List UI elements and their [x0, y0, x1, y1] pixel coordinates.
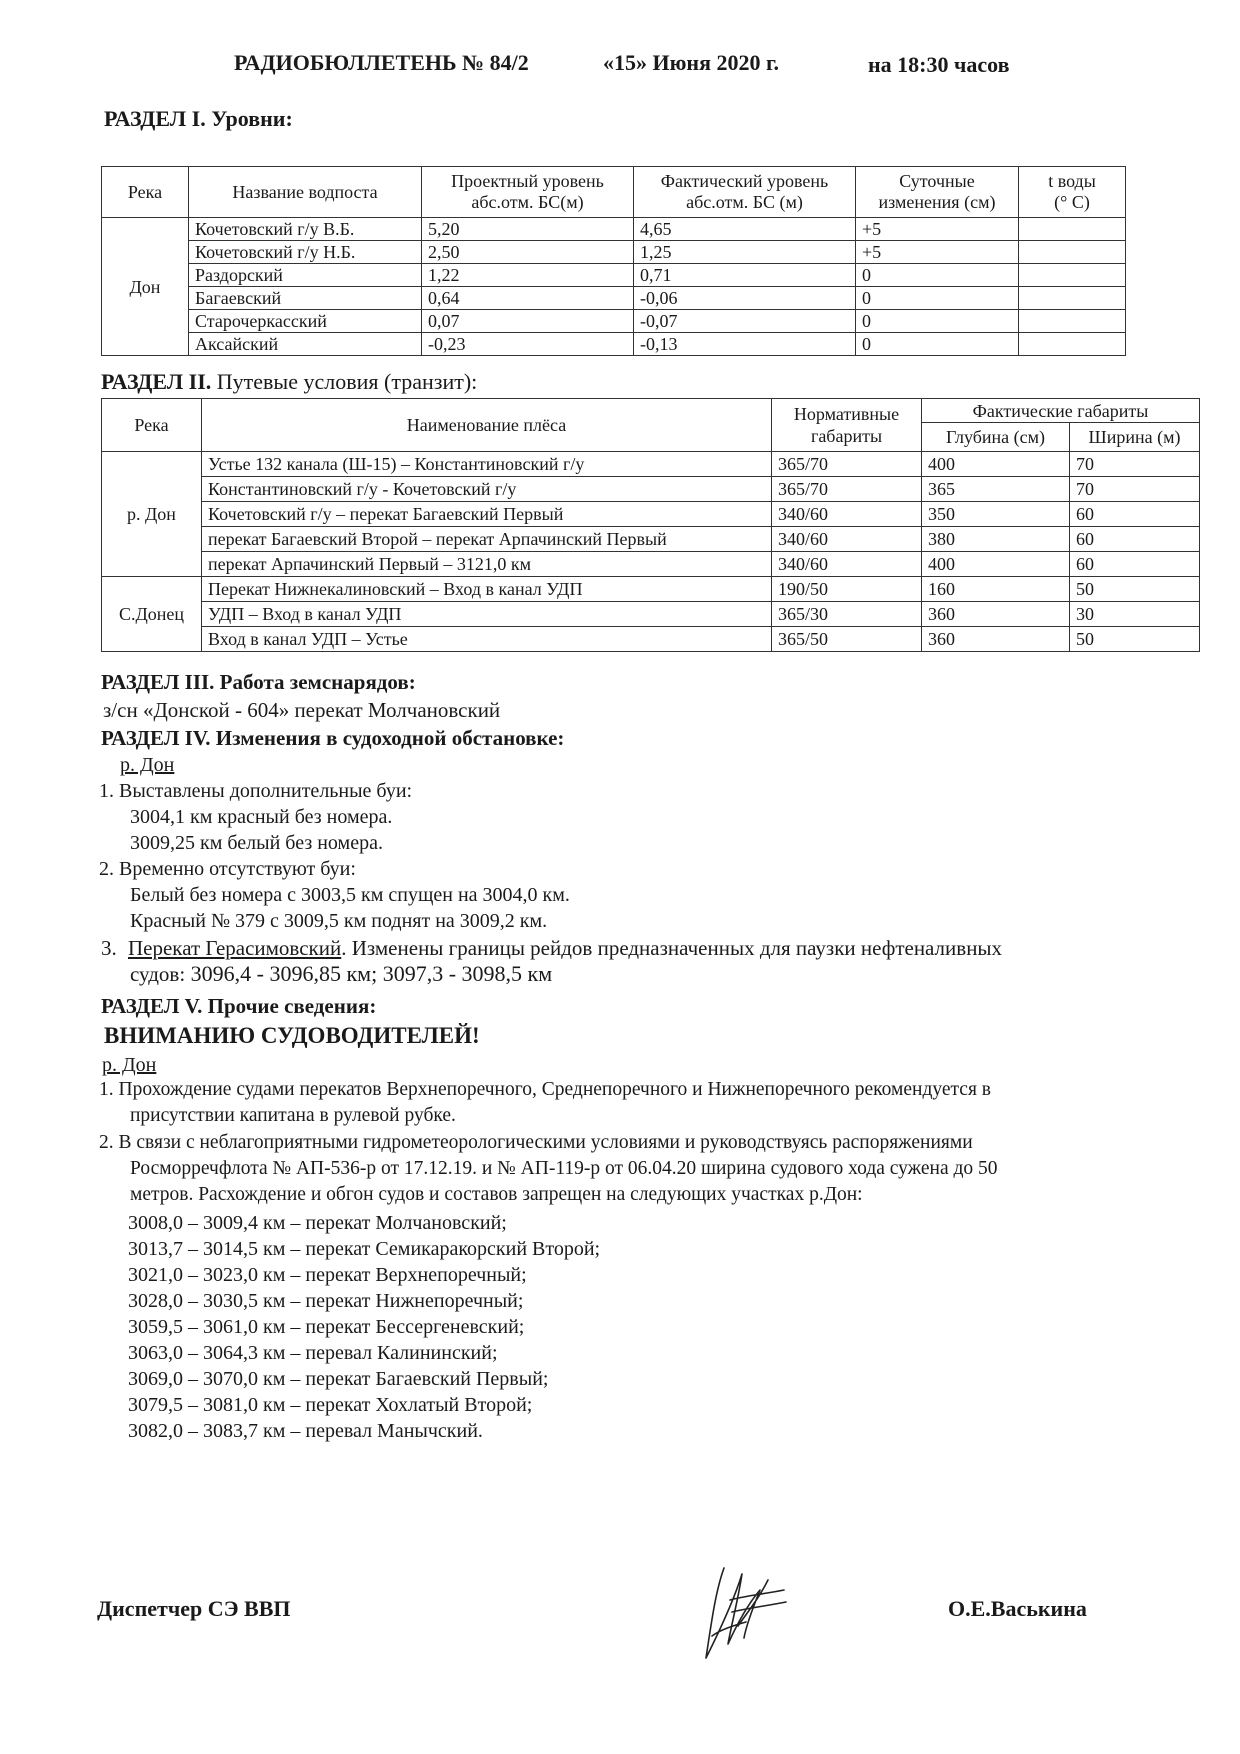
section5-river: р. Дон — [102, 1054, 157, 1076]
table-row — [102, 264, 1126, 287]
depth-cell: 365 — [922, 477, 1070, 502]
restricted-segment: 3079,5 – 3081,0 км – перекат Хохлатый Второй; — [128, 1394, 533, 1416]
actual-cell: -0,06 — [634, 287, 856, 310]
section3-title: РАЗДЕЛ III. Работа земснарядов: — [101, 670, 416, 694]
col-post: Название водпоста — [189, 167, 422, 218]
reach-cell: перекат Багаевский Второй – перекат Арпачинский Первый — [202, 527, 772, 552]
temp-cell — [1019, 310, 1126, 333]
dispatcher-position: Диспетчер СЭ ВВП — [97, 1596, 291, 1621]
table-row — [102, 452, 1200, 477]
actual-cell: 4,65 — [634, 218, 856, 241]
section3-line: з/сн «Донской - 604» перекат Молчановский — [103, 698, 501, 722]
table-row — [102, 241, 1126, 264]
reach-cell: перекат Арпачинский Первый – 3121,0 км — [202, 552, 772, 577]
norm-cell: 190/50 — [772, 577, 922, 602]
norm-cell: 365/70 — [772, 477, 922, 502]
table-row — [102, 602, 1200, 627]
actual-cell: -0,07 — [634, 310, 856, 333]
depth-cell: 380 — [922, 527, 1070, 552]
depth-cell: 400 — [922, 452, 1070, 477]
p1-line2: присутствии капитана в рулевой рубке. — [130, 1105, 456, 1126]
bulletin-time: на 18:30 часов — [868, 52, 1010, 77]
table-row — [102, 477, 1200, 502]
section4-item2-a: Белый без номера с 3003,5 км спущен на 3004,0 км. — [130, 884, 570, 906]
reach-cell: Кочетовский г/у – перекат Багаевский Первый — [202, 502, 772, 527]
norm-cell: 340/60 — [772, 502, 922, 527]
actual-cell: 1,25 — [634, 241, 856, 264]
col-water-temp: t воды (° С) — [1019, 167, 1126, 218]
norm-cell: 340/60 — [772, 552, 922, 577]
post-cell: Аксайский — [189, 333, 422, 356]
section4-item1-b: 3009,25 км белый без номера. — [130, 832, 383, 854]
table-row — [102, 577, 1200, 602]
col-norm: Нормативные габариты — [772, 399, 922, 452]
item3-reach-link: Перекат Герасимовский — [128, 936, 342, 960]
change-cell: 0 — [856, 264, 1019, 287]
reach-cell: Перекат Нижнекалиновский – Вход в канал УДП — [202, 577, 772, 602]
project-cell: 2,50 — [422, 241, 634, 264]
section4-item3-line2 — [130, 961, 552, 987]
reach-cell: Устье 132 канала (Ш-15) – Константиновский г/у — [202, 452, 772, 477]
norm-cell: 365/70 — [772, 452, 922, 477]
restricted-segment: 3082,0 – 3083,7 км – перевал Манычский. — [128, 1420, 483, 1442]
bulletin-date: «15» Июня 2020 г. — [603, 50, 780, 75]
item3-line2-b: 3096,4 - 3096,85 км; 3097,3 - 3098,5 км — [185, 961, 553, 986]
col-river: Река — [102, 399, 202, 452]
temp-cell — [1019, 264, 1126, 287]
width-cell: 30 — [1070, 602, 1200, 627]
restricted-segment: 3063,0 – 3064,3 км – перевал Калининский; — [128, 1342, 498, 1364]
river-cell: Дон — [102, 218, 189, 356]
restricted-segment: 3059,5 – 3061,0 км – перекат Бессергеневский; — [128, 1316, 525, 1338]
section4-item1: 1. Выставлены дополнительные буи: — [99, 780, 413, 802]
temp-cell — [1019, 218, 1126, 241]
temp-cell — [1019, 241, 1126, 264]
project-cell: 5,20 — [422, 218, 634, 241]
width-cell: 50 — [1070, 627, 1200, 652]
p1-line1: 1. Прохождение судами перекатов Верхнепоречного, Среднепоречного и Нижнепоречного рекомендуется в — [99, 1079, 992, 1100]
col-depth: Глубина (см) — [922, 423, 1070, 452]
restricted-segment: 3013,7 – 3014,5 км – перекат Семикаракорский Второй; — [128, 1238, 601, 1260]
item3-line2-a: судов: — [130, 962, 186, 986]
section4-item2-b: Красный № 379 с 3009,5 км поднят на 3009,2 км. — [130, 910, 548, 932]
col-actual: Фактические габариты — [922, 399, 1200, 423]
table-row — [102, 552, 1200, 577]
reach-cell: Вход в канал УДП – Устье — [202, 627, 772, 652]
post-cell: Старочеркасский — [189, 310, 422, 333]
item3-text: . Изменены границы рейдов предназначенных для паузки нефтеналивных — [341, 936, 1003, 960]
temp-cell — [1019, 333, 1126, 356]
width-cell: 70 — [1070, 477, 1200, 502]
table-row — [102, 218, 1126, 241]
change-cell: +5 — [856, 218, 1019, 241]
table-row — [102, 527, 1200, 552]
section5-title: РАЗДЕЛ V. Прочие сведения: — [101, 994, 377, 1018]
bulletin-title: РАДИОБЮЛЛЕТЕНЬ № 84/2 — [234, 50, 529, 75]
levels-header-row — [102, 167, 1126, 218]
col-width: Ширина (м) — [1070, 423, 1200, 452]
col-river: Река — [102, 167, 189, 218]
reach-cell: Константиновский г/у - Кочетовский г/у — [202, 477, 772, 502]
depth-cell: 360 — [922, 627, 1070, 652]
table-row — [102, 502, 1200, 527]
post-cell: Раздорский — [189, 264, 422, 287]
col-project-level: Проектный уровень абс.отм. БС(м) — [422, 167, 634, 218]
col-reach: Наименование плёса — [202, 399, 772, 452]
project-cell: 0,64 — [422, 287, 634, 310]
routes-header-row — [102, 399, 1200, 423]
norm-cell: 365/50 — [772, 627, 922, 652]
table-row — [102, 310, 1126, 333]
change-cell: +5 — [856, 241, 1019, 264]
width-cell: 50 — [1070, 577, 1200, 602]
section4-item2: 2. Временно отсутствуют буи: — [99, 858, 356, 880]
actual-cell: -0,13 — [634, 333, 856, 356]
section4-item1-a: 3004,1 км красный без номера. — [130, 806, 393, 828]
item3-number: 3. — [101, 936, 117, 960]
section2-title-rest: Путевые условия (транзит): — [216, 369, 478, 394]
dispatcher-name: О.Е.Васькина — [948, 1596, 1087, 1621]
restricted-segment: 3008,0 – 3009,4 км – перекат Молчановский; — [128, 1212, 507, 1234]
width-cell: 60 — [1070, 502, 1200, 527]
width-cell: 60 — [1070, 552, 1200, 577]
project-cell: -0,23 — [422, 333, 634, 356]
change-cell: 0 — [856, 287, 1019, 310]
section4-title: РАЗДЕЛ IV. Изменения в судоходной обстановке: — [101, 726, 565, 750]
width-cell: 60 — [1070, 527, 1200, 552]
width-cell: 70 — [1070, 452, 1200, 477]
change-cell: 0 — [856, 333, 1019, 356]
norm-cell: 365/30 — [772, 602, 922, 627]
col-daily-change: Суточные изменения (см) — [856, 167, 1019, 218]
attention-heading: ВНИМАНИЮ СУДОВОДИТЕЛЕЙ! — [104, 1023, 480, 1048]
temp-cell — [1019, 287, 1126, 310]
river-cell: р. Дон — [102, 452, 202, 577]
p2-line3: метров. Расхождение и обгон судов и составов запрещен на следующих участках р.Дон: — [130, 1184, 863, 1205]
depth-cell: 400 — [922, 552, 1070, 577]
section2-title — [101, 369, 477, 395]
section4-river: р. Дон — [120, 754, 175, 776]
depth-cell: 350 — [922, 502, 1070, 527]
project-cell: 0,07 — [422, 310, 634, 333]
section1-title: РАЗДЕЛ I. Уровни: — [104, 106, 293, 131]
signature-icon — [672, 1560, 792, 1670]
routes-table — [101, 398, 1200, 652]
norm-cell: 340/60 — [772, 527, 922, 552]
post-cell: Багаевский — [189, 287, 422, 310]
project-cell: 1,22 — [422, 264, 634, 287]
restricted-segment: 3028,0 – 3030,5 км – перекат Нижнепоречный; — [128, 1290, 524, 1312]
p2-line1: 2. В связи с неблагоприятными гидрометеорологическими условиями и руководствуясь распоряжениями — [99, 1132, 973, 1153]
restricted-segment: 3021,0 – 3023,0 км – перекат Верхнепоречный; — [128, 1264, 527, 1286]
col-actual-level: Фактический уровень абс.отм. БС (м) — [634, 167, 856, 218]
table-row — [102, 333, 1126, 356]
river-cell: С.Донец — [102, 577, 202, 652]
depth-cell: 360 — [922, 602, 1070, 627]
levels-table — [101, 166, 1126, 356]
table-row — [102, 287, 1126, 310]
restricted-segment: 3069,0 – 3070,0 км – перекат Багаевский Первый; — [128, 1368, 549, 1390]
depth-cell: 160 — [922, 577, 1070, 602]
section2-title-bold: РАЗДЕЛ II. — [101, 369, 212, 394]
post-cell: Кочетовский г/у В.Б. — [189, 218, 422, 241]
p2-line2: Росморречфлота № АП-536-р от 17.12.19. и № АП-119-р от 06.04.20 ширина судового хода сужена до 50 — [130, 1158, 998, 1179]
change-cell: 0 — [856, 310, 1019, 333]
actual-cell: 0,71 — [634, 264, 856, 287]
table-row — [102, 627, 1200, 652]
post-cell: Кочетовский г/у Н.Б. — [189, 241, 422, 264]
reach-cell: УДП – Вход в канал УДП — [202, 602, 772, 627]
section4-item3 — [101, 934, 1002, 962]
